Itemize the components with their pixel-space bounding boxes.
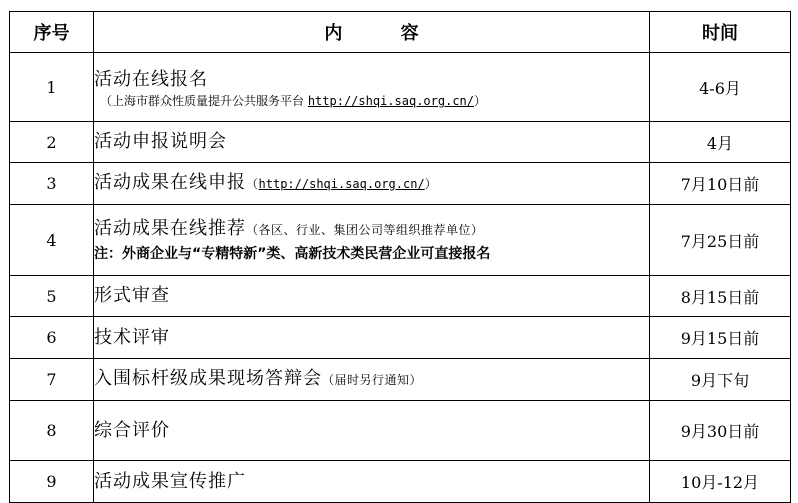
header-content-label: 内 容 (324, 23, 445, 44)
row-note-prefix: （ (246, 177, 259, 191)
row-title: 技术评审 (94, 326, 170, 348)
row-time: 9月15日前 (650, 317, 791, 359)
row-time: 10月-12月 (650, 461, 791, 503)
row-title: 活动申报说明会 (94, 131, 227, 152)
row-title: 形式审查 (94, 285, 170, 306)
row-title-line (94, 217, 649, 242)
row-content (94, 122, 650, 163)
row-time: 7月25日前 (650, 205, 791, 276)
row-number: 4 (10, 205, 94, 276)
header-content (94, 12, 650, 53)
table-row (10, 122, 791, 163)
row-content (94, 461, 650, 503)
table-row (10, 461, 791, 503)
row-content (94, 317, 650, 359)
header-num (10, 12, 94, 53)
platform-link[interactable]: http://shqi.saq.org.cn/ (258, 177, 425, 191)
table-row (10, 276, 791, 317)
header-time (650, 12, 791, 53)
row-number: 9 (10, 461, 94, 503)
row-title-line (94, 367, 649, 392)
row-subline-prefix: （上海市群众性质量提升公共服务平台 (100, 94, 308, 108)
row-title-line (94, 171, 649, 196)
row-note: （各区、行业、集团公司等组织推荐单位） (246, 222, 484, 237)
row-title: 综合评价 (94, 419, 170, 441)
row-number: 3 (10, 163, 94, 205)
row-subline-suffix: ） (474, 94, 487, 108)
row-content (94, 53, 650, 122)
row-time: 9月下旬 (650, 359, 791, 401)
table-row (10, 317, 791, 359)
row-content (94, 359, 650, 401)
header-num-label: 序号 (33, 23, 70, 44)
table-row (10, 205, 791, 276)
row-subline (94, 92, 649, 110)
row-time: 7月10日前 (650, 163, 791, 205)
row-title: 活动在线报名 (94, 69, 208, 90)
row-bold-note: 注：外商企业与“专精特新”类、高新技术类民营企业可直接报名 (94, 245, 491, 262)
row-number: 8 (10, 401, 94, 461)
row-note: （届时另行通知） (322, 373, 423, 387)
row-title: 活动成果在线推荐 (94, 217, 246, 239)
row-note-suffix: ） (424, 177, 438, 191)
row-title: 活动成果在线申报 (94, 172, 246, 193)
row-time: 4-6月 (650, 53, 791, 122)
platform-link[interactable]: http://shqi.saq.org.cn/ (307, 94, 474, 108)
row-content (94, 205, 650, 276)
table-header-row (10, 12, 791, 53)
table-row (10, 359, 791, 401)
row-content (94, 276, 650, 317)
row-number: 6 (10, 317, 94, 359)
schedule-table (9, 11, 791, 503)
row-time: 8月15日前 (650, 276, 791, 317)
row-title: 活动成果宣传推广 (94, 470, 246, 492)
row-number: 2 (10, 122, 94, 163)
row-title: 入围标杆级成果现场答辩会 (94, 368, 322, 389)
row-time: 9月30日前 (650, 401, 791, 461)
row-number: 7 (10, 359, 94, 401)
table-row (10, 53, 791, 122)
row-time: 4月 (650, 122, 791, 163)
row-number: 5 (10, 276, 94, 317)
table-row (10, 401, 791, 461)
header-time-label: 时间 (702, 23, 738, 44)
row-number: 1 (10, 53, 94, 122)
table-row (10, 163, 791, 205)
row-content (94, 163, 650, 205)
row-content (94, 401, 650, 461)
